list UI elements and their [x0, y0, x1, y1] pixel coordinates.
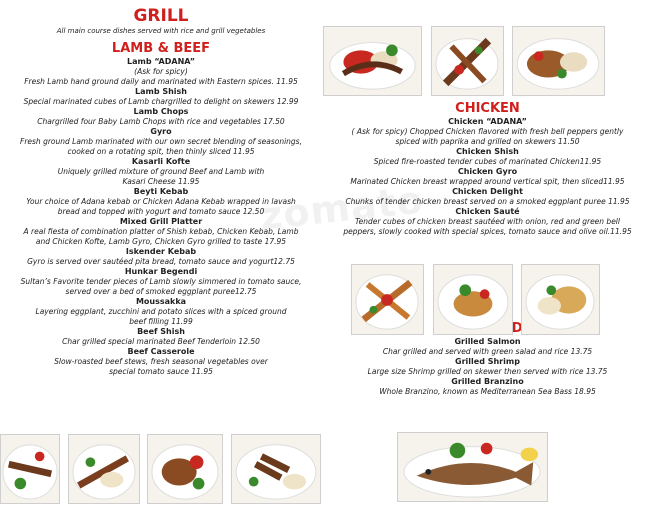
menu-item-description: cooked on a rotating spit, then thinly sliced 11.95 — [67, 147, 255, 156]
menu-item — [0, 297, 322, 327]
menu-item-description: Char grilled special marinated Beef Tenderloin 12.50 — [62, 337, 260, 346]
chicken-title: CHICKEN — [455, 101, 520, 116]
menu-item-description: Gyro is served over sautéed pita bread, tomato sauce and yogurt12.75 — [27, 257, 295, 266]
menu-item — [325, 337, 650, 357]
menu-item-description: Large size Shrimp grilled on skewer then served with rice 13.75 — [367, 367, 608, 376]
food-photo-branzino — [397, 432, 548, 502]
menu-item — [0, 327, 322, 347]
menu-item-name: Grilled Branzino — [451, 377, 524, 386]
menu-item-description: and Chicken Kofte, Lamb Gyro, Chicken Gyro grilled to taste 17.95 — [35, 237, 287, 246]
menu-item-name: Chicken Shish — [456, 147, 519, 156]
menu-item-name: Chicken Delight — [452, 187, 523, 196]
seafood-list — [325, 337, 650, 397]
menu-item-name: Chicken Sauté — [455, 207, 520, 216]
menu-item-description: Whole Branzino, known as Mediterranean Sea Bass 18.95 — [379, 387, 596, 396]
menu-item-name: Kasarli Kofte — [131, 157, 191, 166]
menu-item — [325, 117, 650, 147]
food-photo-chicken-plate — [433, 264, 513, 335]
menu-item-description: A real fiesta of combination platter of Shish kebab, Chicken Kebab, Lamb — [23, 227, 299, 236]
food-photo-adana — [0, 434, 60, 504]
menu-item-description: (Ask for spicy) — [134, 67, 188, 76]
menu-item-name: Beef Casserole — [127, 347, 195, 356]
menu-item-description: Char grilled and served with green salad and rice 13.75 — [382, 347, 593, 356]
food-photo-chicken-rice — [521, 264, 600, 335]
menu-item-description: beef filling 11.99 — [129, 317, 193, 326]
menu-item-name: Beyti Kebab — [133, 187, 189, 196]
menu-item-name: Chicken “ADANA” — [448, 117, 527, 126]
food-photo-skewers — [431, 26, 504, 96]
menu-item-description: special tomato sauce 11.95 — [109, 367, 213, 376]
menu-item — [0, 347, 322, 377]
menu-item-description: Your choice of Adana kebab or Chicken Adana Kebab wrapped in lavash — [26, 197, 296, 206]
menu-item-description: Chargrilled four Baby Lamb Chops with rice and vegetables 17.50 — [37, 117, 285, 126]
menu-item — [0, 107, 322, 127]
menu-item — [0, 57, 322, 87]
left-column — [0, 0, 322, 377]
lamb-beef-title: LAMB & BEEF — [111, 41, 211, 56]
food-photo-mixed-platter — [147, 434, 223, 504]
menu-item-description: Fresh ground Lamb marinated with our own secret blending of seasonings, — [20, 137, 302, 146]
menu-item-description: Spiced fire-roasted tender cubes of marinated Chicken11.95 — [373, 157, 602, 166]
grill-title: GRILL — [133, 6, 189, 26]
watermark: zomato — [258, 177, 426, 239]
menu-item-description: Uniquely grilled mixture of ground Beef and Lamb with — [57, 167, 265, 176]
menu-item — [0, 127, 322, 157]
menu-item — [325, 147, 650, 167]
menu-item — [0, 267, 322, 297]
menu-item-description: spiced with paprika and grilled on skewers 11.50 — [395, 137, 580, 146]
food-photo-lamb-shish — [68, 434, 140, 504]
menu-item-name: Grilled Shrimp — [455, 357, 520, 366]
food-photo-lamb-chops — [231, 434, 321, 504]
menu-item — [325, 377, 650, 397]
menu-item-description: bread and topped with yogurt and tomato sauce 12.50 — [57, 207, 265, 216]
menu-item-name: Moussakka — [135, 297, 187, 306]
menu-item-description: served over a bed of smoked eggplant puree12.75 — [65, 287, 257, 296]
menu-item-description: Slow-roasted beef stews, fresh seasonal vegetables over — [54, 357, 268, 366]
menu-item-description: ( Ask for spicy) Chopped Chicken flavored with fresh bell peppers gently — [351, 127, 624, 136]
menu-item-name: Hunkar Begendi — [124, 267, 198, 276]
menu-item-name: Lamb Shish — [135, 87, 187, 96]
menu-item-name: Iskender Kebab — [125, 247, 197, 256]
menu-item-description: Chunks of tender chicken breast served on a smoked eggplant puree 11.95 — [345, 197, 630, 206]
food-photo-mixed-grill — [512, 26, 605, 96]
menu-item-description: Fresh Lamb hand ground daily and marinated with Eastern spices. 11.95 — [24, 77, 298, 86]
menu-item-name: Mixed Grill Platter — [119, 217, 203, 226]
menu-item-description: Layering eggplant, zucchini and potato slices with a spiced ground — [35, 307, 287, 316]
menu-item-description: Tender cubes of chicken breast sautéed with onion, red and green bell — [355, 217, 620, 226]
food-photo-chicken-skewers — [351, 264, 424, 335]
menu-item-description: peppers, slowly cooked with special spices, tomato sauce and olive oil.11.95 — [343, 227, 632, 236]
menu-item-name: Lamb “ADANA” — [126, 57, 195, 66]
menu-item — [0, 247, 322, 267]
menu-item — [325, 357, 650, 377]
menu-item-name: Grilled Salmon — [454, 337, 521, 346]
menu-item — [0, 87, 322, 107]
menu-item-description: Kasari Cheese 11.95 — [122, 177, 200, 186]
menu-item — [0, 157, 322, 187]
menu-item-name: Beef Shish — [137, 327, 185, 336]
menu-item-name: Lamb Chops — [133, 107, 189, 116]
menu-item-name: Chicken Gyro — [457, 167, 518, 176]
menu-item-description: Special marinated cubes of Lamb chargrilled to delight on skewers 12.99 — [23, 97, 299, 106]
menu-item-description: Marinated Chicken breast wrapped around vertical spit, then sliced11.95 — [350, 177, 625, 186]
menu-item-description: Sultan’s Favorite tender pieces of Lamb slowly simmered in tomato sauce, — [20, 277, 302, 286]
grill-subtitle: All main course dishes served with rice and grill vegetables — [56, 27, 266, 35]
menu-item-name: Gyro — [150, 127, 172, 136]
food-photo-kebab-tomato — [323, 26, 422, 96]
